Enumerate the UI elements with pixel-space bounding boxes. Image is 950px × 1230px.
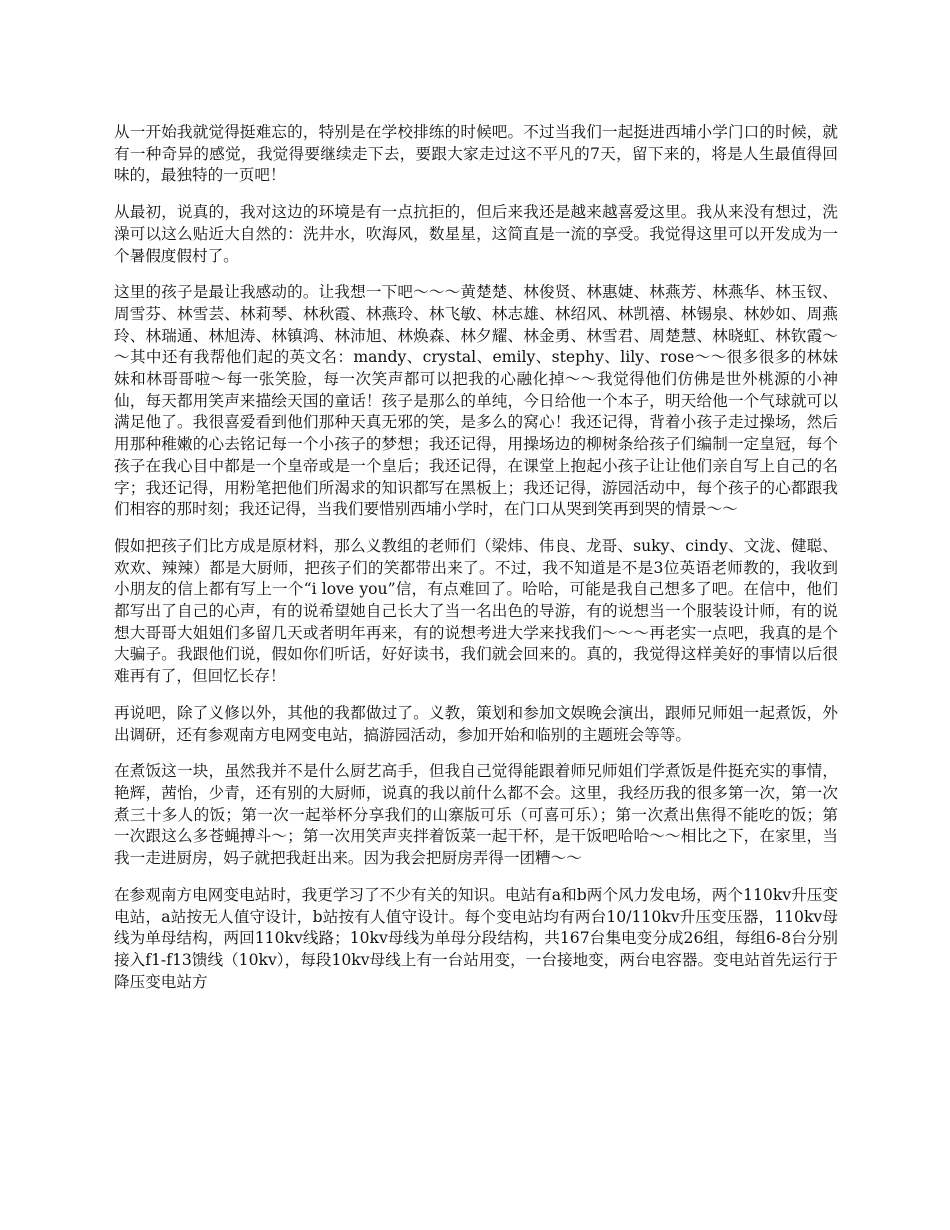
paragraph-5: 再说吧，除了义修以外，其他的我都做过了。义教，策划和参加文娱晚会演出，跟师兄师姐一起煮饭，外出调研，还有参观南方电网变电站，搞游园活动，参加开始和临别的主题班会等等。 [114,703,838,744]
paragraph-2: 从最初，说真的，我对这边的环境是有一点抗拒的，但后来我还是越来越喜爱这里。我从来没有想过，洗澡可以这么贴近大自然的：洗井水，吹海风，数星星，这简直是一流的享受。我觉得这里可以开发成为一个暑假度假村了。 [114,203,838,265]
paragraph-1: 从一开始我就觉得挺难忘的，特别是在学校排练的时候吧。不过当我们一起挺进西埔小学门口的时候，就有一种奇异的感觉，我觉得要继续走下去，要跟大家走过这不平凡的7天，留下来的，将是人生最值得回味的，最独特的一页吧！ [114,123,838,185]
paragraph-6: 在煮饭这一块，虽然我并不是什么厨艺高手，但我自己觉得能跟着师兄师姐们学煮饭是件挺充实的事情，艳辉，茜怡，少青，还有别的大厨师，说真的我以前什么都不会。这里，我经历我的很多第一次，第一次煮三十多人的饭；第一次一起举杯分享我们的山寨版可乐（可喜可乐）；第一次煮出焦得不能吃的饭；第一次跟这么多苍蝇搏斗～；第一次用笑声夹拌着饭菜一起干杯，是干饭吧哈哈～～相比之下，在家里，当我一走进厨房，妈子就把我赶出来。因为我会把厨房弄得一团糟～～ [114,762,838,868]
paragraph-7: 在参观南方电网变电站时，我更学习了不少有关的知识。电站有a和b两个风力发电场，两个110kv升压变电站，a站按无人值守设计，b站按有人值守设计。每个变电站均有两台10/110kv升压变压器，110kv母线为单母结构，两回110kv线路；10kv母线为单母分段结构，共167台集电变分成26组，每组6-8台分别接入f1-f13馈线（10kv），每段10kv母线上有一台站用变，一台接地变，两台电容器。变电站首先运行于降压变电站方 [114,885,838,991]
document-body [114,122,838,1008]
paragraph-4: 假如把孩子们比方成是原材料，那么义教组的老师们（梁炜、伟良、龙哥、suky、cindy、文泷、健聪、欢欢、辣辣）都是大厨师，把孩子们的笑都带出来了。不过，我不知道是不是3位英语老师教的，我收到小朋友的信上都有写上一个“i love you”信，有点难回了。哈哈，可能是我自己想多了吧。在信中，他们都写出了自己的心声，有的说希望她自己长大了当一名出色的导游，有的说想当一个服装设计师，有的说想大哥哥大姐姐们多留几天或者明年再来，有的说想考进大学来找我们～～～再老实一点吧，我真的是个大骗子。我跟他们说，假如你们听话，好好读书，我们就会回来的。真的，我觉得这样美好的事情以后很难再有了，但回忆长存！ [114,536,838,686]
paragraph-3: 这里的孩子是最让我感动的。让我想一下吧～～～黄楚楚、林俊贤、林惠婕、林燕芳、林燕华、林玉钗、周雪芬、林雪芸、林莉琴、林秋霞、林燕玲、林飞敏、林志雄、林绍风、林凯禧、林锡泉、林妙如、周燕玲、林瑞通、林旭涛、林镇鸿、林沛旭、林焕森、林夕耀、林金勇、林雪君、周楚慧、林晓虹、林钦霞～～其中还有我帮他们起的英文名：mandy、crystal、emily、stephy、lily、rose～～很多很多的林妹妹和林哥哥啦～每一张笑脸，每一次笑声都可以把我的心融化掉～～我觉得他们仿佛是世外桃源的小神仙，每天都用笑声来描绘天国的童话！孩子是那么的单纯，今日给他一个本子，明天给他一个气球就可以满足他了。我很喜爱看到他们那种天真无邪的笑，是多么的窝心！我还记得，背着小孩子走过操场，然后用那种稚嫩的心去铭记每一个小孩子的梦想；我还记得，用操场边的柳树条给孩子们编制一定皇冠，每个孩子在我心目中都是一个皇帝或是一个皇后；我还记得，在课堂上抱起小孩子让让他们亲自写上自己的名字；我还记得，用粉笔把他们所渴求的知识都写在黑板上；我还记得，游园活动中，每个孩子的心都跟我们相容的那时刻；我还记得，当我们要惜别西埔小学时，在门口从哭到笑再到哭的情景～～ [114,283,838,519]
